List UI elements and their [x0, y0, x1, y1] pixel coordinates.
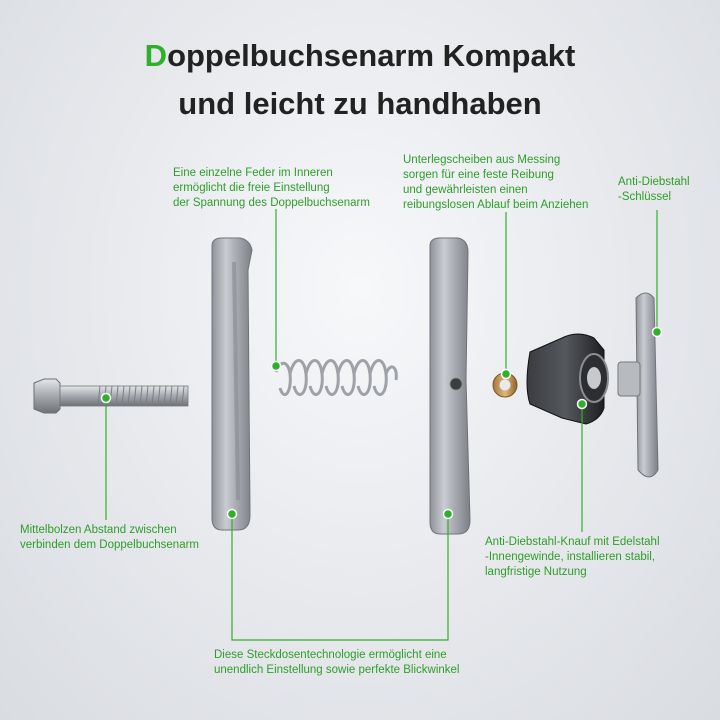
key-label-line: -Schlüssel: [618, 191, 672, 203]
washer-label-line: reibungslosen Ablauf beim Anziehen: [403, 199, 589, 211]
washer-label-line: sorgen für eine feste Reibung: [403, 169, 554, 181]
center-bolt: [34, 379, 188, 413]
knob-label-line: Anti-Diebstahl-Knauf mit Edelstahl: [485, 536, 660, 548]
anti-theft-key: [618, 293, 658, 477]
washer-label-line: Unterlegscheiben aus Messing: [403, 154, 561, 166]
knob-label-line: langfristige Nutzung: [485, 566, 587, 578]
socket-callout-label: [214, 648, 459, 678]
washer-label-line: und gewährleisten einen: [403, 184, 528, 196]
key-callout-label: [618, 175, 690, 205]
socket-label-line: unendlich Einstellung sowie perfekte Blickwinkel: [214, 664, 460, 676]
spring-label-line: Eine einzelne Feder im Inneren: [173, 167, 333, 179]
key-label-line: Anti-Diebstahl: [618, 176, 690, 188]
spring-label-line: ermöglicht die freie Einstellung: [173, 182, 330, 194]
washer-callout-label: [403, 153, 588, 213]
bolt-label-line: Mittelbolzen Abstand zwischen: [20, 524, 177, 536]
spring-callout-label: [173, 166, 370, 211]
left-arm-plate: [212, 238, 252, 530]
right-arm-plate: [430, 238, 470, 534]
title-accent-letter: D: [144, 38, 168, 73]
spring-label-line: der Spannung des Doppelbuchsenarm: [173, 197, 370, 209]
bolt-label-line: verbinden dem Doppelbuchsenarm: [20, 539, 199, 551]
knob-label-line: -Innengewinde, installieren stabil,: [485, 551, 656, 563]
title-line1-text: oppelbuchsenarm Kompakt: [167, 38, 576, 73]
tension-spring: [276, 361, 396, 395]
socket-label-line: Diese Steckdosentechnologie ermöglicht eine: [214, 649, 447, 661]
page-title-line2: und leicht zu handhaben: [178, 86, 542, 121]
bolt-callout-label: [20, 523, 199, 553]
anti-theft-knob: [527, 334, 608, 424]
knob-callout-label: [485, 535, 660, 580]
